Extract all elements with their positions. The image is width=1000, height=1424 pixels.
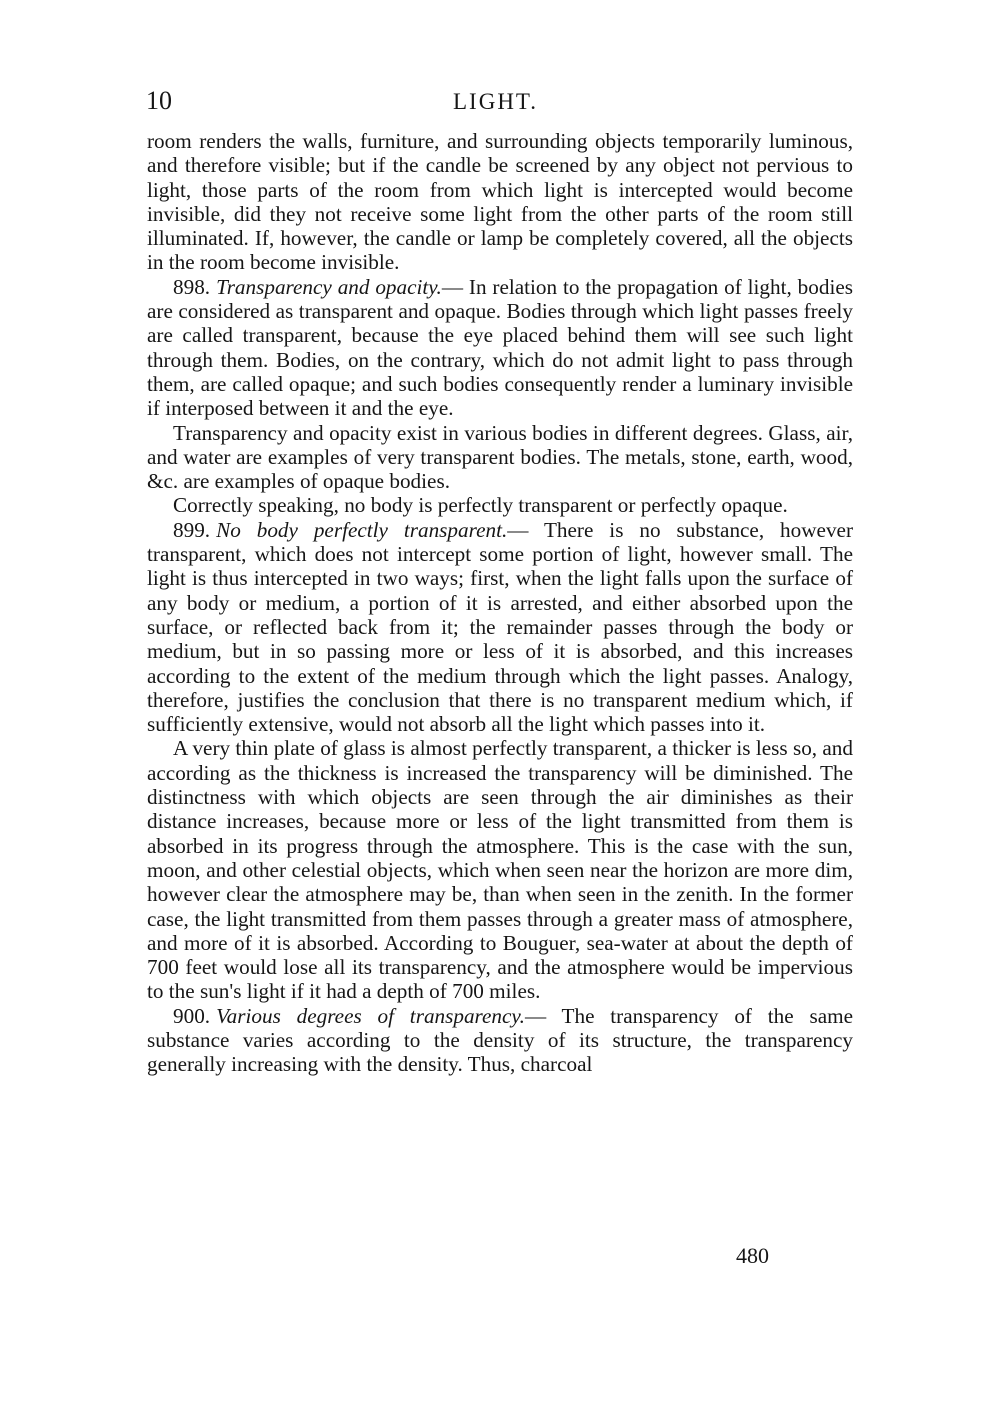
paragraph-text: room renders the walls, furniture, and surrounding objects temporarily luminous, and therefore visible; but if the candle be screened by any object not pervious to light, those parts of the room from which light is intercepted would become invisible, did they not receive some light from the other parts of the room still illuminated. If, however, the candle or lamp be completely covered, all the objects in the room become invisible.: [147, 129, 853, 275]
paragraph: [147, 493, 853, 517]
running-title: LIGHT.: [453, 89, 539, 114]
page-number: 10: [146, 86, 172, 115]
section-title: Transparency and opacity.: [216, 274, 442, 299]
section-number: 898.: [173, 274, 211, 299]
section-900: [147, 1004, 853, 1077]
signature-mark: 480: [736, 1243, 769, 1268]
section-number: 900.: [173, 1003, 211, 1028]
paragraph-continuation: [147, 129, 853, 275]
section-899: [147, 518, 853, 737]
paragraph-text: Correctly speaking, no body is perfectly transparent or perfectly opaque.: [173, 493, 788, 518]
paragraph: [147, 421, 853, 494]
paragraph-text: Transparency and opacity exist in various bodies in different degrees. Glass, air, and water are examples of very transparent bodies. The metals, stone, earth, wood, &c. are examples of opaque bodies.: [147, 420, 853, 494]
paragraph-text: A very thin plate of glass is almost perfectly transparent, a thicker is less so, and according as the thickness is increased the transparency will be diminished. The distinctness with which objects are seen through the air diminishes as their distance increases, because more or less of the light transmitted from them is absorbed in its progress through the atmosphere. This is the case with the sun, moon, and other celestial objects, which when seen near the horizon are more dim, however clear the atmosphere may be, than when seen in the zenith. In the former case, the light transmitted from them passes through a greater mass of atmosphere, and more of it is absorbed. According to Bouguer, sea-water at about the depth of 700 feet would lose all its transparency, and the atmosphere would be impervious to the sun's light if it had a depth of 700 miles.: [147, 736, 853, 1004]
page-body: [147, 129, 853, 1077]
section-number: 899.: [173, 517, 211, 542]
section-text: — In relation to the propagation of light, bodies are considered as transparent and opaque. Bodies through which light passes freely are called transparent, because the eye placed behind them will see such light through them. Bodies, on the contrary, which do not admit light to pass through them, are called opaque; and such bodies consequently render a luminary invisible if interposed between it and the eye.: [147, 274, 853, 421]
section-text: — The transparency of the same substance varies according to the density of its structure, the transparency generally increasing with the density. Thus, charcoal: [147, 1003, 853, 1077]
paragraph: [147, 736, 853, 1003]
section-title: No body perfectly transparent.: [216, 517, 508, 542]
section-898: [147, 275, 853, 421]
section-text: — There is no substance, however transparent, which does not intercept some portion of light, however small. The light is thus intercepted in two ways; first, when the light falls upon the surface of any body or medium, a portion of it is arrested, and either absorbed upon the surface, or reflected back from it; the remainder passes through the body or medium, but in so passing more or less of it is absorbed, and this increases according to the extent of the medium through which the light passes. Analogy, therefore, justifies the conclusion that there is no transparent medium which, if sufficiently extensive, would not absorb all the light which passes into it.: [147, 517, 854, 737]
section-title: Various degrees of transparency.: [216, 1003, 525, 1028]
